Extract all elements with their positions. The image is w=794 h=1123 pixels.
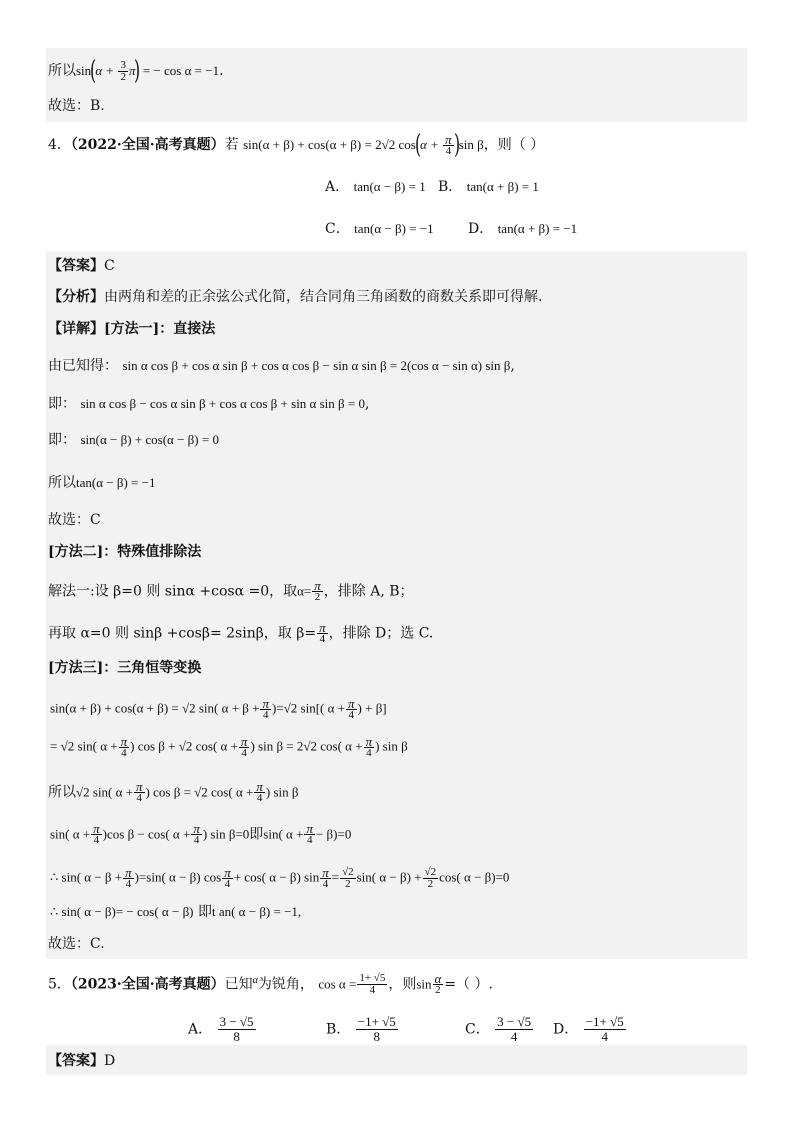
method-3-line-6: ∴ sin( α − β)= − cos( α − β) 即t an( α − β) = −1,	[50, 904, 302, 920]
analysis-line: 【分析】由两角和差的正余弦公式化简，结合同角三角函数的商数关系即可得解.	[48, 289, 543, 305]
solution-line: 所以sin(α + $\frac{3}{2}$ π) = − cos α = −1.	[48, 56, 224, 86]
method-3-line-5: ∴ sin( α − β + $\frac{\pi}{4}$ )=sin( α − β) cos $\frac{\pi}{4}$ + cos( α − β) sin $\frac{\pi}{4}$ = $\frac{√2}{2}$ sin( α − β) + $\frac{√2}{2}$ cos( α − β)=0	[50, 865, 510, 890]
detail-line-4: 所以tan(α − β) = −1	[48, 475, 156, 491]
option-b: B． tan(α + β) = 1	[438, 179, 539, 195]
choice-line: 故选：B.	[48, 98, 105, 114]
method-2-line-1: 解法一:设 β=0 则 sinα +cosα =0，取α= $\frac{\pi}{2}$ ，排除 A, B；	[48, 578, 414, 603]
method-3-line-2: = √2 sin( α + $\frac{\pi}{4}$ ) cos β + √2 cos( α + $\frac{\pi}{4}$ ) sin β = 2√2 cos( α + $\frac{\pi}{4}$ ) sin β	[50, 734, 408, 759]
answer-5-line: 【答案】D	[48, 1053, 116, 1069]
answer-line: 【答案】C	[48, 258, 115, 274]
q5-option-c: C． $\frac{3 - √5}{4}$	[465, 1014, 532, 1044]
method-3-line-3: 所以√2 sin( α + $\frac{\pi}{4}$ ) cos β = √2 cos( α + $\frac{\pi}{4}$ ) sin β	[48, 779, 299, 804]
option-c: C． tan(α − β) = −1	[325, 221, 434, 237]
method-3-heading: [方法三]：三角恒等变换	[48, 660, 202, 676]
option-a: A． tan(α − β) = 1	[325, 179, 426, 195]
question-5-stem: 5．（2023·全国·高考真题）已知$^\alpha$为锐角， cos α = $\frac{1+ √5}{4}$ ，则sin $\frac{\alpha}{2}$ =（ ）.	[48, 971, 493, 997]
detail-heading: 【详解】[方法一]：直接法	[48, 321, 216, 337]
detail-line-3: 即： sin(α − β) + cos(α − β) = 0	[48, 432, 219, 448]
q5-option-d: D． $\frac{-1+ √5}{4}$	[553, 1014, 624, 1044]
question-4-stem: 4．（2022·全国·高考真题）若 sin(α + β) + cos(α + β) = 2√2 cos(α + $\frac{\pi}{4}$ )sin β，则（ ）	[48, 130, 545, 160]
method-3-line-7: 故选：C.	[48, 936, 105, 952]
method-3-line-1: sin(α + β) + cos(α + β) = √2 sin( α + β + $\frac{\pi}{4}$ )=√2 sin[( α + $\frac{\pi}{4}$ ) + β]	[50, 696, 387, 721]
q5-option-b: B． $\frac{-1+ √5}{8}$	[326, 1014, 396, 1044]
option-d: D． tan(α + β) = −1	[468, 221, 578, 237]
detail-line-2: 即： sin α cos β − cos α sin β + cos α cos β + sin α sin β = 0,	[48, 396, 370, 412]
method-2-heading: [方法二]：特殊值排除法	[48, 544, 202, 560]
method-3-line-4: sin( α + $\frac{\pi}{4}$ )cos β − cos( α + $\frac{\pi}{4}$ ) sin β=0即sin( α + $\frac{\pi}{4}$ − β)=0	[50, 821, 352, 846]
answer-block-shade-q5	[46, 1045, 747, 1075]
detail-line-5: 故选：C	[48, 512, 101, 528]
method-2-line-2: 再取 α=0 则 sinβ +cosβ= 2sinβ，取 β= $\frac{\pi}{4}$ ，排除 D；选 C.	[48, 620, 434, 645]
q5-option-a: A． $\frac{3 - √5}{8}$	[188, 1014, 254, 1044]
detail-line-1: 由已知得： sin α cos β + cos α sin β + cos α cos β − sin α sin β = 2(cos α − sin α) sin β,	[48, 358, 515, 374]
